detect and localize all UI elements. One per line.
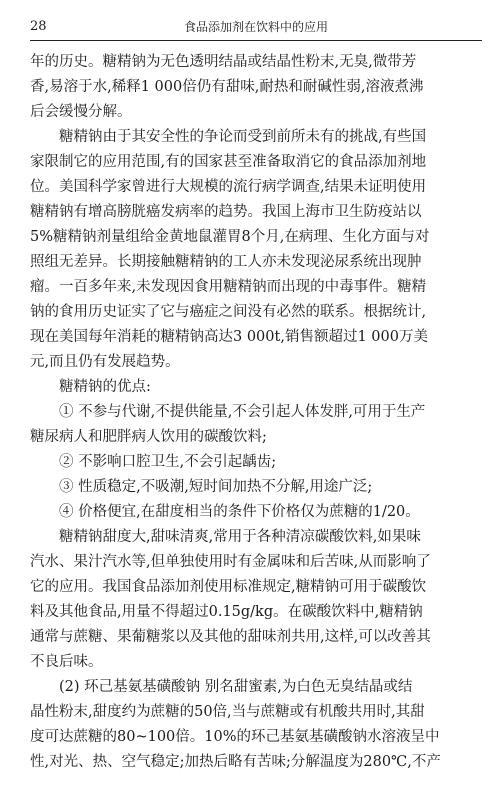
text-line: 家限制它的应用范围,有的国家甚至准备取消它的食品添加剂地	[30, 154, 427, 170]
header-rule	[30, 40, 482, 41]
text-line: 它的应用。我国食品添加剂使用标准规定,糖精钠可用于碳酸饮	[30, 579, 427, 595]
text-line: 糖精钠甜度大,甜味清爽,常用于各种清凉碳酸饮料,如果味	[59, 529, 421, 545]
text-line: 通常与蔗糖、果葡糖浆以及其他的甜味剂共用,这样,可以改善其	[30, 629, 431, 645]
text-line: ② 不影响口腔卫生,不会引起龋齿;	[59, 454, 277, 470]
text-line: 年的历史。糖精钠为无色透明结晶或结晶性粉末,无臭,微带芳	[30, 54, 417, 70]
text-line: 现在美国每年消耗的糖精钠高达3 000t,销售额超过1 000万美	[30, 329, 428, 345]
page-number: 28	[30, 19, 47, 34]
text-line: 料及其他食品,用量不得超过0.15g/kg。在碳酸饮料中,糖精钠	[30, 604, 423, 620]
text-line: 糖尿病人和肥胖病人饮用的碳酸饮料;	[30, 429, 267, 445]
text-line: 糖精钠的优点:	[59, 379, 151, 395]
text-line: 糖精钠有增高膀胱癌发病率的趋势。我国上海市卫生防疫站以	[30, 204, 422, 220]
text-line: 位。美国科学家曾进行大规模的流行病学调查,结果未证明使用	[30, 179, 427, 195]
body-text	[30, 50, 482, 775]
text-line: 性,对光、热、空气稳定;加热后略有苦味;分解温度为280℃,不产	[30, 754, 441, 770]
text-line: 钠的食用历史证实了它与癌症之间没有必然的联系。根据统计,	[30, 304, 427, 320]
text-line: 香,易溶于水,稀释1 000倍仍有甜味,耐热和耐碱性弱,溶液煮沸	[30, 79, 424, 95]
text-line: 元,而且仍有发展趋势。	[30, 354, 180, 370]
text-line: 度可达蔗糖的80~100倍。10%的环己基氨基磺酸钠水溶液呈中	[30, 729, 440, 745]
text-line: 糖精钠由于其安全性的争论而受到前所未有的挑战,有些国	[59, 129, 427, 145]
text-line: 汽水、果汁汽水等,但单独使用时有金属味和后苦味,从而影响了	[30, 554, 431, 570]
text-line: 后会缓慢分解。	[30, 104, 132, 120]
text-line: 照组无差异。长期接触糖精钠的工人亦未发现泌尿系统出现肿	[30, 254, 422, 270]
text-line: 5%糖精钠剂量组给金黄地鼠灌胃8个月,在病理、生化方面与对	[30, 229, 430, 245]
text-line: 晶性粉末,甜度约为蔗糖的50倍,当与蔗糖或有机酸共用时,其甜	[30, 704, 425, 720]
text-line: (2) 环己基氨基磺酸钠 别名甜蜜素,为白色无臭结晶或结	[59, 679, 413, 695]
running-title: 食品添加剂在饮料中的应用	[183, 20, 328, 34]
text-line: ① 不参与代谢,不提供能量,不会引起人体发胖,可用于生产	[59, 404, 426, 420]
page-header	[30, 18, 482, 38]
text-line: 瘤。一百多年来,未发现因食用糖精钠而出现的中毒事件。糖精	[30, 279, 427, 295]
text-line: ③ 性质稳定,不吸潮,短时间加热不分解,用途广泛;	[59, 479, 373, 495]
text-line: 不良后味。	[30, 654, 103, 670]
text-line: ④ 价格便宜,在甜度相当的条件下价格仅为蔗糖的1/20。	[59, 504, 420, 520]
